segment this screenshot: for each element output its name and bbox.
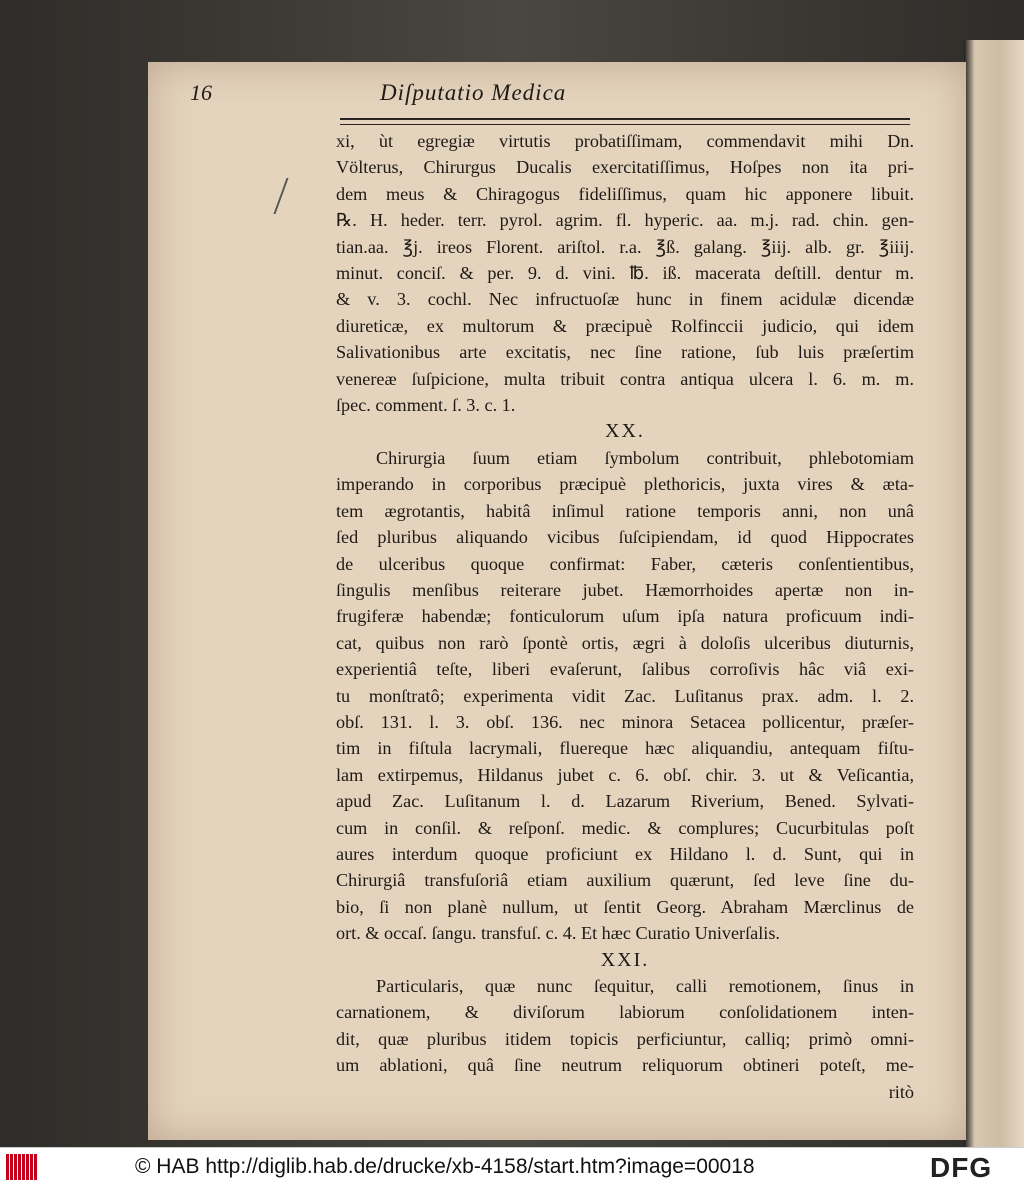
section-line: Chirurgia ſuum etiam ſymbolum contribuit, phlebotomiam <box>376 447 914 468</box>
section-heading-xx: XX. <box>605 420 645 443</box>
hab-logo-icon <box>6 1154 46 1182</box>
section-line: Particularis, quæ nunc ſequitur, calli remotionem, ſinus in <box>376 976 914 996</box>
page-number: 16 <box>190 80 212 105</box>
body-line: minut. conciſ. & per. 9. d. vini. ℔. iß. macerata deſtill. dentur m. <box>336 263 914 284</box>
section-line: cum in conſil. & reſponſ. medic. & complures; Cucurbitulas poſt <box>336 817 914 838</box>
section-line: ort. & occaſ. ſangu. transfuſ. c. 4. Et hæc Curatio Univerſalis. <box>336 923 780 944</box>
section-line: imperando in corporibus præcipuè plethoricis, juxta vires & æta- <box>336 474 914 495</box>
section-line: tu monſtratô; experimenta vidit Zac. Luſitanus prax. adm. l. 2. <box>336 685 914 706</box>
body-line: diureticæ, ex multorum & præcipuè Rolfinccii judicio, qui idem <box>336 315 914 336</box>
section-heading-xxi: XXI. <box>600 948 650 971</box>
header-rule <box>340 118 910 125</box>
page-text <box>336 128 914 1105</box>
copyright-url[interactable]: © HAB http://diglib.hab.de/drucke/xb-4158/start.htm?image=00018 <box>135 1155 755 1178</box>
section-line: aures interdum quoque proficiunt ex Hildano l. d. Sunt, qui in <box>336 843 914 864</box>
body-line: dem meus & Chiragogus fideliſſimus, quam hic apponere libuit. <box>336 183 914 204</box>
section-line: bio, ſi non planè nullum, ut ſentit Georg. Abraham Mærclinus de <box>336 896 914 917</box>
next-page-edge <box>964 40 1024 1147</box>
section-line: obſ. 131. l. 3. obſ. 136. nec minora Setacea pollicentur, præſer- <box>336 711 914 732</box>
body-line: ſpec. comment. ſ. 3. c. 1. <box>336 395 516 416</box>
section-line: tim in fiſtula lacrymali, fluereque hæc aliquandiu, antequam fiſtu- <box>336 738 914 759</box>
section-line: ſed pluribus aliquando vicibus ſuſcipiendam, id quod Hippocrates <box>336 527 914 548</box>
body-line: ℞. H. heder. terr. pyrol. agrim. fl. hyperic. aa. m.j. rad. chin. gen- <box>336 210 914 231</box>
catchword: ritò <box>888 1081 914 1102</box>
body-line: & v. 3. cochl. Nec infructuoſæ hunc in finem acidulæ dicendæ <box>336 289 914 310</box>
dfg-logo: DFG <box>930 1152 993 1183</box>
running-title: Diſputatio Medica <box>380 80 567 105</box>
section-line: de ulceribus quoque confirmat: Faber, cæteris conſentientibus, <box>336 553 914 574</box>
section-line: lam extirpemus, Hildanus jubet c. 6. obſ. chir. 3. ut & Veſicantia, <box>336 764 914 785</box>
section-line: experientiâ teſte, liberi evaſerunt, ſalibus corroſivis hâc viâ exi- <box>336 659 914 680</box>
body-line: xi, ùt egregiæ virtutis probatiſſimam, commendavit mihi Dn. <box>336 131 914 151</box>
section-line: Chirurgiâ transfuſoriâ etiam auxilium quærunt, ſed leve ſine du- <box>336 870 914 891</box>
section-line: carnationem, & diviſorum labiorum conſolidationem inten- <box>336 1002 914 1023</box>
viewer-footer <box>0 1147 1024 1188</box>
section-line: tem ægrotantis, habitâ inſimul ratione temporis anni, non unâ <box>336 500 914 521</box>
body-line: Salivationibus arte excitatis, nec ſine ratione, ſub luis præſertim <box>336 342 914 363</box>
body-line: venereæ ſuſpicione, multa tribuit contra antiqua ulcera l. 6. m. m. <box>336 368 914 389</box>
page-header <box>190 80 735 110</box>
section-line: um ablationi, quâ ſine neutrum reliquorum obtineri poteſt, me- <box>336 1055 914 1076</box>
body-line: tian.aa. ℥j. ireos Florent. ariſtol. r.a. ℥ß. galang. ℥iij. alb. gr. ℥iiij. <box>336 236 914 257</box>
section-line: ſingulis menſibus reiterare jubet. Hæmorrhoides apertæ non in- <box>336 579 914 600</box>
body-line: Völterus, Chirurgus Ducalis exercitatiſſimus, Hoſpes non ita pri- <box>336 157 914 178</box>
section-line: cat, quibus non rarò ſpontè ortis, ægri à doloſis ulceribus diuturnis, <box>336 632 914 653</box>
section-line: apud Zac. Luſitanum l. d. Lazarum Riverium, Bened. Sylvati- <box>336 791 914 812</box>
section-line: dit, quæ pluribus itidem topicis perficiuntur, calliq; primò omni- <box>336 1028 914 1049</box>
section-line: frugiferæ habendæ; fonticulorum uſum ipſa natura proficuum indi- <box>336 606 914 627</box>
